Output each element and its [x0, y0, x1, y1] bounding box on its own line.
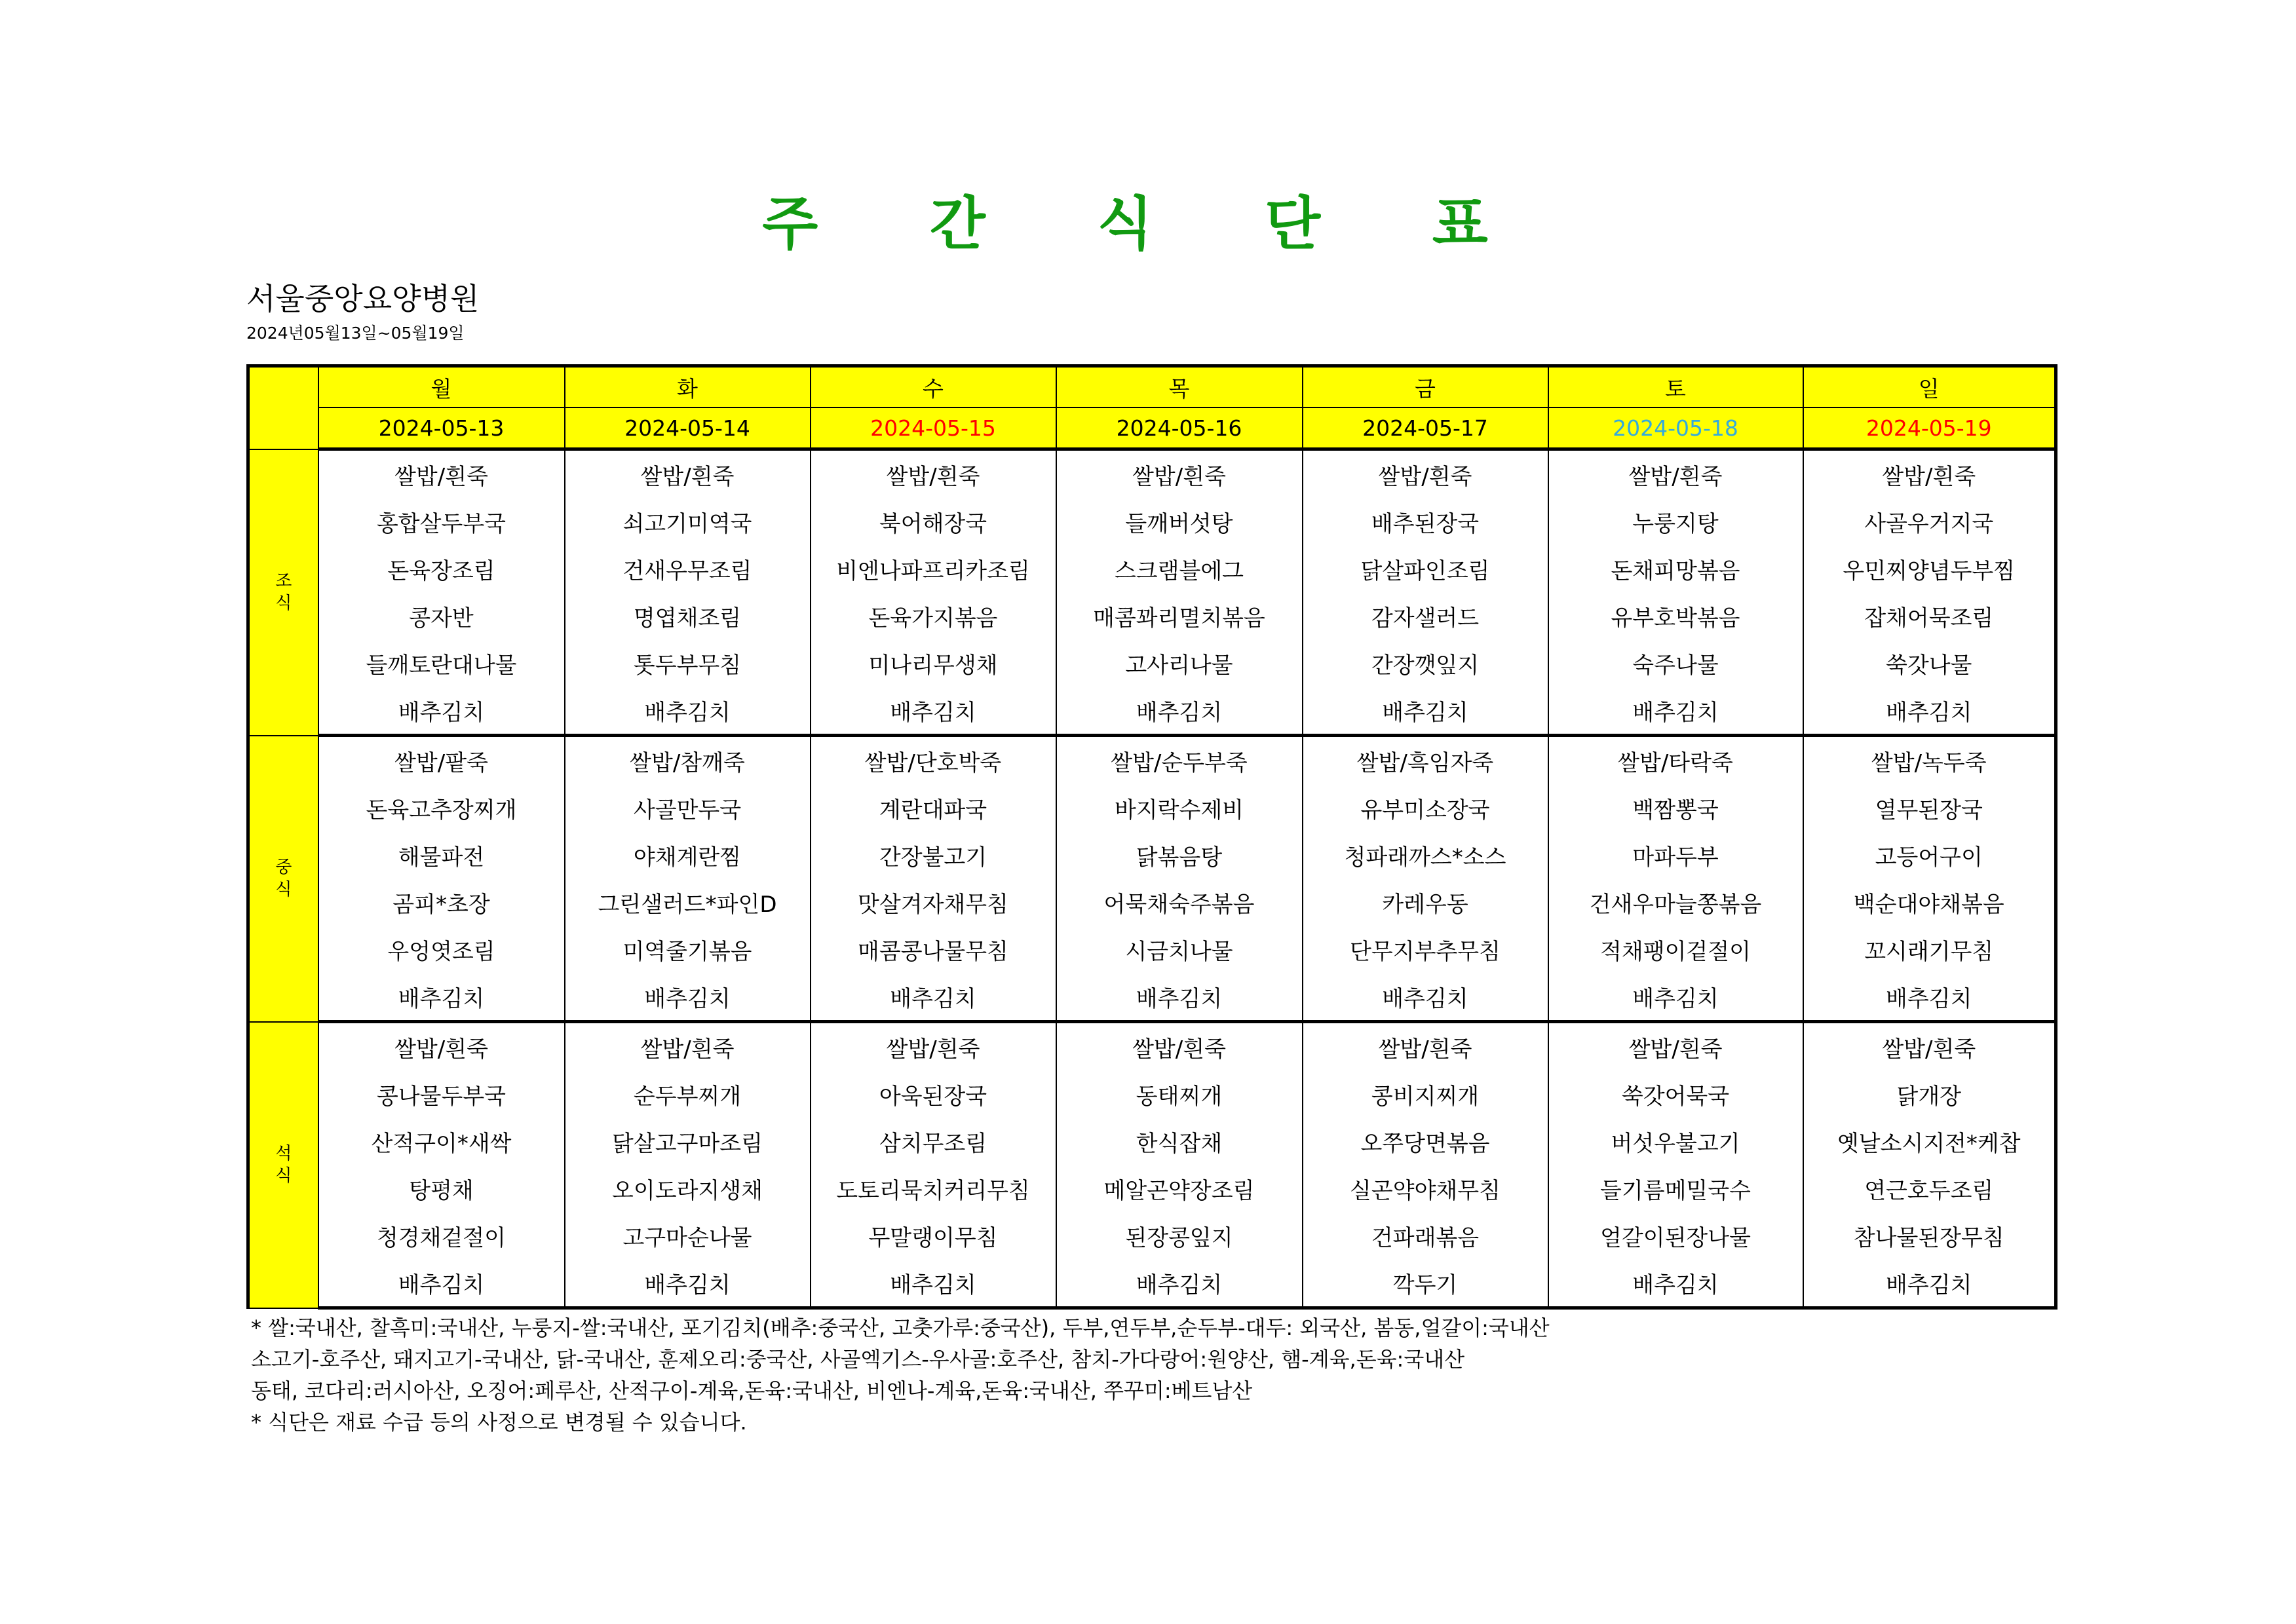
menu-item: 쌀밥/참깨죽 [565, 736, 811, 785]
menu-item: 홍합살두부국 [318, 498, 565, 545]
menu-item: 계란대파국 [811, 784, 1056, 831]
meal-label-text: 석 식 [275, 1144, 292, 1186]
menu-item: 건새우무조림 [565, 545, 811, 592]
menu-item: 맛살겨자채무침 [811, 878, 1056, 926]
menu-item: 미역줄기볶음 [565, 926, 811, 973]
menu-item: 오이도라지생채 [565, 1165, 811, 1212]
menu-item: 백짬뽕국 [1548, 784, 1803, 831]
menu-row [248, 1118, 2056, 1165]
menu-item: 돈육고추장찌개 [318, 784, 565, 831]
menu-item: 연근호두조림 [1803, 1165, 2056, 1212]
menu-item: 쌀밥/흰죽 [1303, 1022, 1548, 1071]
menu-item: 쌀밥/흰죽 [811, 449, 1056, 499]
menu-item: 돈육장조림 [318, 545, 565, 592]
day-name-cell: 금 [1303, 366, 1548, 408]
meal-label-text: 중 식 [275, 858, 292, 899]
menu-item: 삼치무조림 [811, 1118, 1056, 1165]
menu-item: 버섯우불고기 [1548, 1118, 1803, 1165]
menu-row [248, 1212, 2056, 1259]
menu-row [248, 1022, 2056, 1071]
menu-item: 들기름메밀국수 [1548, 1165, 1803, 1212]
menu-item: 잡채어묵조림 [1803, 592, 2056, 639]
menu-item: 쌀밥/단호박죽 [811, 736, 1056, 785]
menu-item: 고구마순나물 [565, 1212, 811, 1259]
menu-item: 동태찌개 [1056, 1070, 1303, 1118]
meal-label-text: 조 식 [275, 571, 292, 613]
menu-item: 참나물된장무침 [1803, 1212, 2056, 1259]
menu-item: 한식잡채 [1056, 1118, 1303, 1165]
menu-item: 미나리무생채 [811, 639, 1056, 687]
note-line: 동태, 코다리:러시아산, 오징어:페루산, 산적구이-계육,돈육:국내산, 비엔나-계육,돈육:국내산, 쭈꾸미:베트남산 [251, 1378, 1253, 1403]
menu-item: 쌀밥/흰죽 [1303, 449, 1548, 499]
note-line: 소고기-호주산, 돼지고기-국내산, 닭-국내산, 훈제오리:중국산, 사골엑기스-우사골:호주산, 참치-가다랑어:원양산, 햄-계육,돈육:국내산 [251, 1347, 1465, 1372]
menu-item: 배추김치 [318, 973, 565, 1022]
menu-item: 북어해장국 [811, 498, 1056, 545]
menu-row [248, 1165, 2056, 1212]
origin-notes [251, 1312, 1550, 1438]
menu-row [248, 1259, 2056, 1308]
menu-item: 쌀밥/순두부죽 [1056, 736, 1303, 785]
menu-item: 배추김치 [811, 1259, 1056, 1308]
menu-item: 실곤약야채무침 [1303, 1165, 1548, 1212]
menu-item: 된장콩잎지 [1056, 1212, 1303, 1259]
menu-item: 메알곤약장조림 [1056, 1165, 1303, 1212]
menu-item: 배추김치 [1303, 687, 1548, 736]
menu-item: 배추김치 [565, 1259, 811, 1308]
meal-label [248, 449, 318, 736]
day-name-cell: 일 [1803, 366, 2056, 408]
menu-item: 쑥갓어묵국 [1548, 1070, 1803, 1118]
menu-item: 무말랭이무침 [811, 1212, 1056, 1259]
menu-item: 쌀밥/흰죽 [318, 449, 565, 499]
menu-item: 배추김치 [1056, 1259, 1303, 1308]
menu-item: 명엽채조림 [565, 592, 811, 639]
menu-item: 유부호박볶음 [1548, 592, 1803, 639]
menu-item: 시금치나물 [1056, 926, 1303, 973]
menu-item: 배추김치 [565, 687, 811, 736]
menu-item: 쌀밥/흰죽 [318, 1022, 565, 1071]
day-header-row [248, 366, 2056, 408]
menu-item: 닭살고구마조림 [565, 1118, 811, 1165]
menu-item: 쌀밥/흑임자죽 [1303, 736, 1548, 785]
menu-item: 누룽지탕 [1548, 498, 1803, 545]
menu-item: 어묵채숙주볶음 [1056, 878, 1303, 926]
menu-item: 배추김치 [1303, 973, 1548, 1022]
menu-item: 그린샐러드*파인D [565, 878, 811, 926]
menu-row [248, 736, 2056, 785]
menu-row [248, 831, 2056, 878]
menu-item: 배추김치 [1056, 973, 1303, 1022]
menu-period: 2024년05월13일~05월19일 [246, 324, 465, 343]
menu-item: 닭살파인조림 [1303, 545, 1548, 592]
menu-item: 쌀밥/흰죽 [1056, 449, 1303, 499]
menu-item: 배추김치 [1056, 687, 1303, 736]
menu-item: 간장불고기 [811, 831, 1056, 878]
menu-item: 배추김치 [811, 687, 1056, 736]
page-title: 주 간 식 단 표 [762, 190, 1534, 257]
day-name-cell: 화 [565, 366, 811, 408]
menu-item: 아욱된장국 [811, 1070, 1056, 1118]
menu-item: 돈육가지볶음 [811, 592, 1056, 639]
table-corner [248, 366, 318, 449]
menu-item: 순두부찌개 [565, 1070, 811, 1118]
menu-item: 곰피*초장 [318, 878, 565, 926]
date-header-row [248, 407, 2056, 449]
menu-item: 쌀밥/흰죽 [811, 1022, 1056, 1071]
menu-item: 꼬시래기무침 [1803, 926, 2056, 973]
menu-item: 고사리나물 [1056, 639, 1303, 687]
menu-item: 배추김치 [318, 687, 565, 736]
menu-item: 쌀밥/흰죽 [565, 449, 811, 499]
menu-row [248, 449, 2056, 499]
menu-item: 쌀밥/흰죽 [1548, 449, 1803, 499]
menu-item: 청파래까스*소스 [1303, 831, 1548, 878]
menu-item: 배추김치 [1548, 973, 1803, 1022]
menu-item: 카레우동 [1303, 878, 1548, 926]
menu-item: 간장깻잎지 [1303, 639, 1548, 687]
date-cell: 2024-05-13 [318, 407, 565, 449]
menu-item: 바지락수제비 [1056, 784, 1303, 831]
menu-item: 건파래볶음 [1303, 1212, 1548, 1259]
menu-item: 백순대야채볶음 [1803, 878, 2056, 926]
date-cell: 2024-05-14 [565, 407, 811, 449]
menu-item: 배추김치 [1548, 687, 1803, 736]
menu-item: 배추김치 [1803, 973, 2056, 1022]
day-name-cell: 수 [811, 366, 1056, 408]
menu-item: 쌀밥/팥죽 [318, 736, 565, 785]
menu-item: 깍두기 [1303, 1259, 1548, 1308]
menu-item: 닭볶음탕 [1056, 831, 1303, 878]
menu-item: 비엔나파프리카조림 [811, 545, 1056, 592]
menu-row [248, 926, 2056, 973]
menu-item: 쌀밥/타락죽 [1548, 736, 1803, 785]
menu-item: 배추김치 [1803, 687, 2056, 736]
menu-row [248, 592, 2056, 639]
menu-item: 야채계란찜 [565, 831, 811, 878]
menu-item: 배추된장국 [1303, 498, 1548, 545]
menu-row [248, 784, 2056, 831]
day-name-cell: 목 [1056, 366, 1303, 408]
menu-row [248, 545, 2056, 592]
menu-item: 톳두부무침 [565, 639, 811, 687]
menu-item: 해물파전 [318, 831, 565, 878]
note-line: * 식단은 재료 수급 등의 사정으로 변경될 수 있습니다. [251, 1410, 747, 1435]
menu-row [248, 498, 2056, 545]
menu-item: 우민찌양념두부찜 [1803, 545, 2056, 592]
menu-item: 쌀밥/흰죽 [1803, 449, 2056, 499]
menu-item: 쌀밥/흰죽 [1056, 1022, 1303, 1071]
menu-row [248, 973, 2056, 1022]
menu-item: 콩자반 [318, 592, 565, 639]
menu-item: 쌀밥/흰죽 [1803, 1022, 2056, 1071]
day-name-cell: 월 [318, 366, 565, 408]
menu-item: 얼갈이된장나물 [1548, 1212, 1803, 1259]
date-cell: 2024-05-19 [1803, 407, 2056, 449]
menu-item: 건새우마늘쫑볶음 [1548, 878, 1803, 926]
menu-item: 배추김치 [811, 973, 1056, 1022]
menu-row [248, 639, 2056, 687]
menu-item: 돈채피망볶음 [1548, 545, 1803, 592]
menu-item: 우엉엿조림 [318, 926, 565, 973]
menu-item: 사골우거지국 [1803, 498, 2056, 545]
menu-item: 옛날소시지전*케찹 [1803, 1118, 2056, 1165]
date-cell: 2024-05-16 [1056, 407, 1303, 449]
menu-row [248, 687, 2056, 736]
menu-item: 배추김치 [318, 1259, 565, 1308]
menu-item: 쌀밥/녹두죽 [1803, 736, 2056, 785]
menu-item: 매콤콩나물무침 [811, 926, 1056, 973]
menu-item: 고등어구이 [1803, 831, 2056, 878]
day-name-cell: 토 [1548, 366, 1803, 408]
menu-item: 감자샐러드 [1303, 592, 1548, 639]
menu-item: 쌀밥/흰죽 [1548, 1022, 1803, 1071]
menu-item: 매콤꽈리멸치볶음 [1056, 592, 1303, 639]
menu-item: 배추김치 [1803, 1259, 2056, 1308]
menu-item: 배추김치 [1548, 1259, 1803, 1308]
weekly-menu-table [246, 364, 2057, 1310]
menu-row [248, 878, 2056, 926]
menu-item: 숙주나물 [1548, 639, 1803, 687]
menu-item: 적채팽이겉절이 [1548, 926, 1803, 973]
menu-item: 산적구이*새싹 [318, 1118, 565, 1165]
menu-item: 쇠고기미역국 [565, 498, 811, 545]
date-cell: 2024-05-18 [1548, 407, 1803, 449]
menu-item: 들깨버섯탕 [1056, 498, 1303, 545]
menu-item: 유부미소장국 [1303, 784, 1548, 831]
menu-item: 단무지부추무침 [1303, 926, 1548, 973]
menu-item: 콩나물두부국 [318, 1070, 565, 1118]
note-line: * 쌀:국내산, 찰흑미:국내산, 누룽지-쌀:국내산, 포기김치(배추:중국산, 고춧가루:중국산), 두부,연두부,순두부-대두: 외국산, 봄동,얼갈이:국내산 [251, 1315, 1550, 1340]
menu-item: 쑥갓나물 [1803, 639, 2056, 687]
menu-item: 열무된장국 [1803, 784, 2056, 831]
menu-item: 탕평채 [318, 1165, 565, 1212]
menu-item: 사골만두국 [565, 784, 811, 831]
meal-label [248, 1022, 318, 1308]
menu-item: 마파두부 [1548, 831, 1803, 878]
menu-item: 스크램블에그 [1056, 545, 1303, 592]
menu-row [248, 1070, 2056, 1118]
menu-item: 들깨토란대나물 [318, 639, 565, 687]
menu-item: 도토리묵치커리무침 [811, 1165, 1056, 1212]
date-cell: 2024-05-17 [1303, 407, 1548, 449]
menu-item: 쌀밥/흰죽 [565, 1022, 811, 1071]
menu-item: 청경채겉절이 [318, 1212, 565, 1259]
meal-label [248, 736, 318, 1022]
date-cell: 2024-05-15 [811, 407, 1056, 449]
menu-item: 닭개장 [1803, 1070, 2056, 1118]
hospital-name: 서울중앙요양병원 [246, 281, 480, 316]
menu-item: 콩비지찌개 [1303, 1070, 1548, 1118]
menu-item: 배추김치 [565, 973, 811, 1022]
menu-item: 오쭈당면볶음 [1303, 1118, 1548, 1165]
